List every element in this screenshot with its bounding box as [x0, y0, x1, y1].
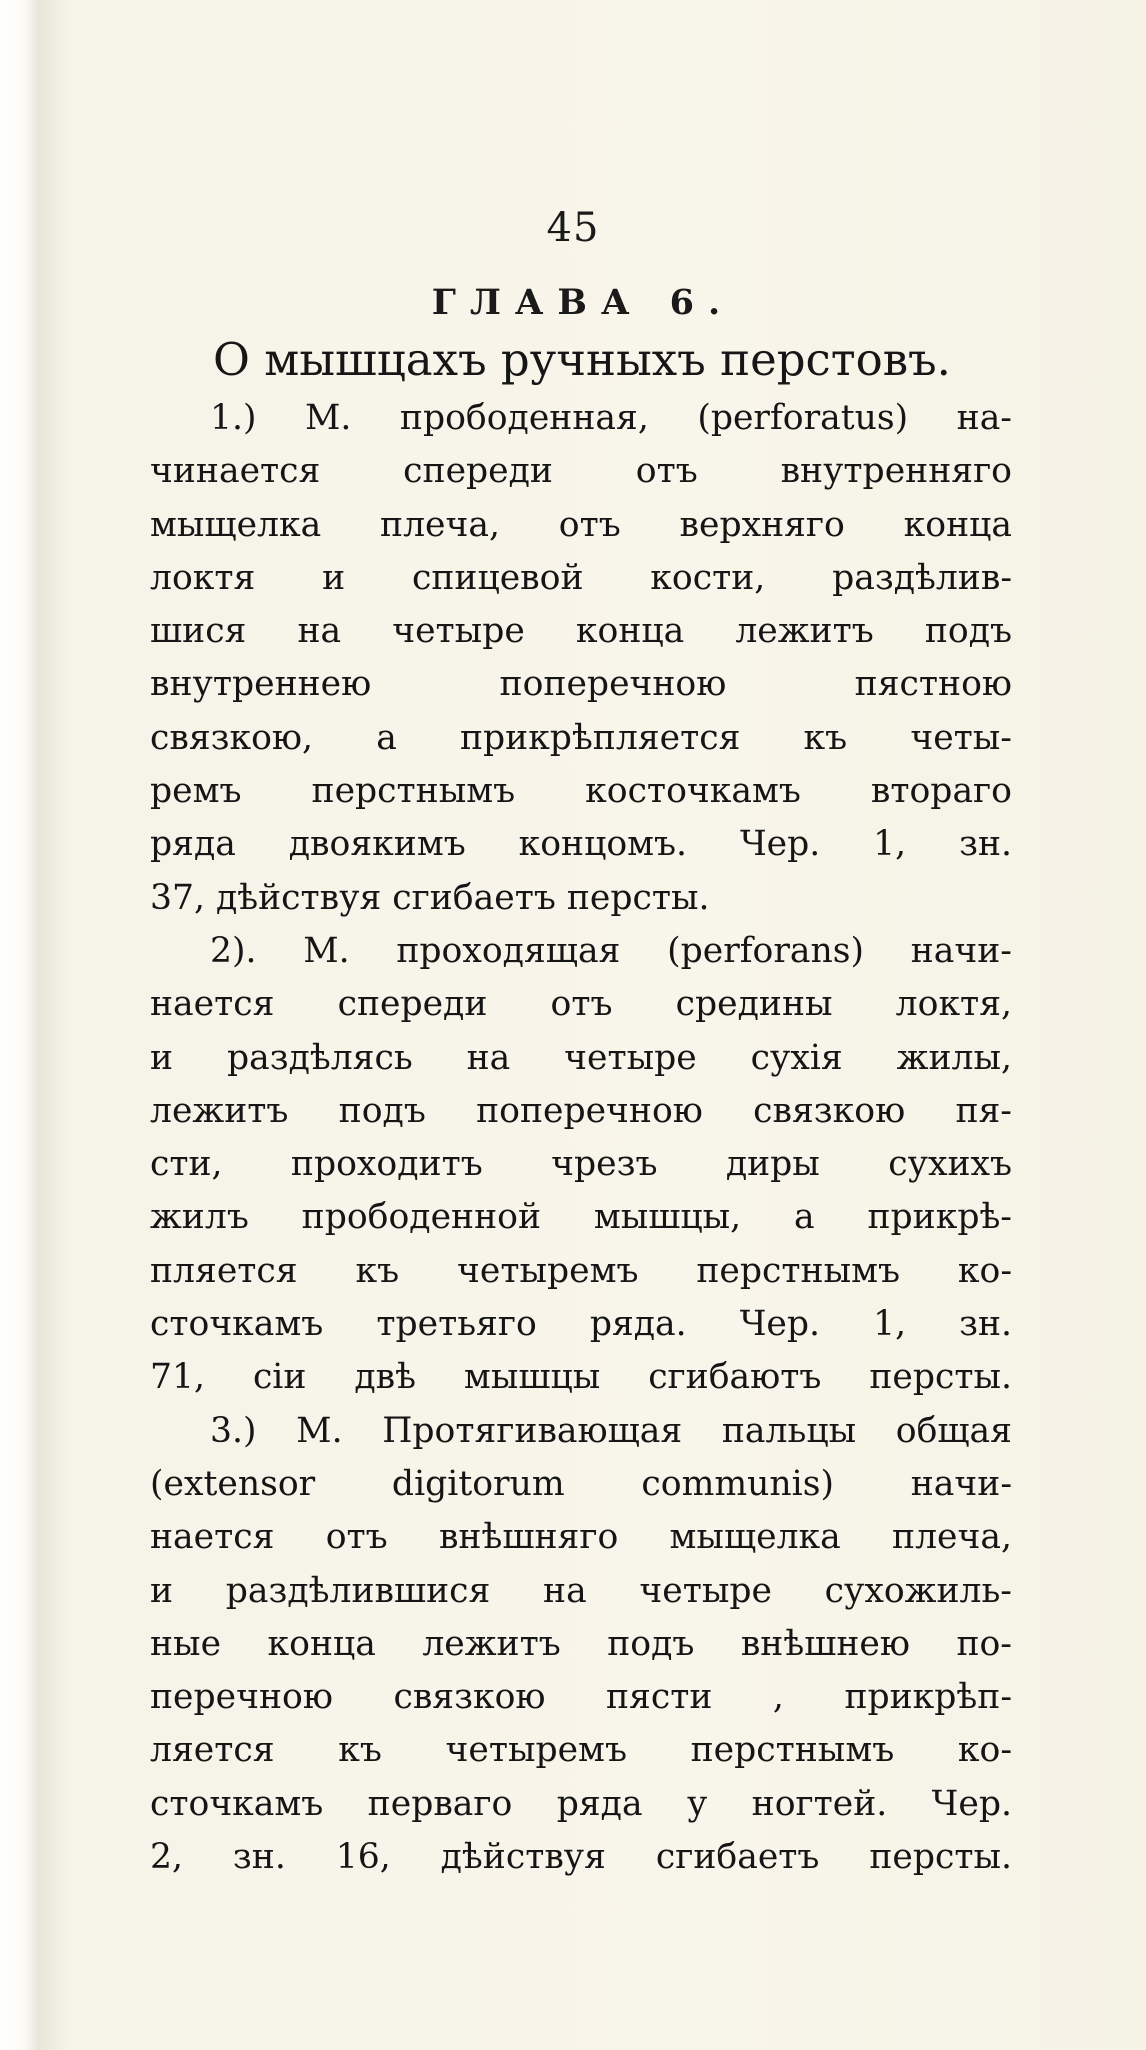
text-line: и раздѣлясь на четыре сухія жилы,	[150, 1037, 1012, 1078]
text-line: лежитъ подъ поперечною связкою пя-	[150, 1090, 1012, 1131]
text-line: чинается спереди отъ внутренняго	[150, 451, 1012, 492]
text-line: 3.) М. Протягивающая пальцы общая	[210, 1410, 1012, 1451]
text-line: связкою, а прикрѣпляется къ четы-	[150, 717, 1012, 758]
text-line: ляется къ четыремъ перстнымъ ко-	[150, 1730, 1012, 1771]
text-line: пляется къ четыремъ перстнымъ ко-	[150, 1250, 1012, 1291]
page-number: 45	[546, 205, 600, 251]
text-line: 71, сіи двѣ мышцы сгибаютъ персты.	[150, 1357, 1012, 1398]
text-line: перечною связкою пясти , прикрѣп-	[150, 1677, 1012, 1718]
text-line: ные конца лежитъ подъ внѣшнею по-	[150, 1623, 1012, 1664]
text-line: ряда двоякимъ концомъ. Чер. 1, зн.	[150, 824, 1012, 865]
text-line: ремъ перстнымъ косточкамъ втораго	[150, 771, 1012, 812]
text-line: сти, проходитъ чрезъ диры сухихъ	[150, 1144, 1012, 1185]
text-line: 2). М. проходящая (perforans) начи-	[210, 930, 1012, 971]
text-line: нается спереди отъ средины локтя,	[150, 984, 1012, 1025]
body-text	[150, 392, 1012, 1884]
text-line: шися на четыре конца лежитъ подъ	[150, 611, 1012, 652]
text-line: локтя и спицевой кости, раздѣлив-	[150, 557, 1012, 598]
text-line: внутреннею поперечною пястною	[150, 664, 1012, 705]
text-line: мыщелка плеча, отъ верхняго конца	[150, 504, 1012, 545]
text-line: 2, зн. 16, дѣйствуя сгибаетъ персты.	[150, 1837, 1012, 1878]
text-line: (extensor digitorum communis) начи-	[150, 1463, 1012, 1504]
text-line: сточкамъ третьяго ряда. Чер. 1, зн.	[150, 1304, 1012, 1345]
text-line: жилъ прободенной мышцы, а прикрѣ-	[150, 1197, 1012, 1238]
chapter-heading: ГЛАВА 6.	[431, 282, 735, 323]
chapter-title: О мышцахъ ручныхъ перстовъ.	[213, 333, 951, 386]
text-line: 1.) М. прободенная, (perforatus) на-	[210, 398, 1012, 438]
text-line: и раздѣлившися на четыре сухожиль-	[150, 1570, 1012, 1611]
text-line: сточкамъ перваго ряда у ногтей. Чер.	[150, 1783, 1012, 1824]
text-line: 37, дѣйствуя сгибаетъ персты.	[150, 877, 710, 918]
text-line: нается отъ внѣшняго мыщелка плеча,	[150, 1517, 1012, 1558]
